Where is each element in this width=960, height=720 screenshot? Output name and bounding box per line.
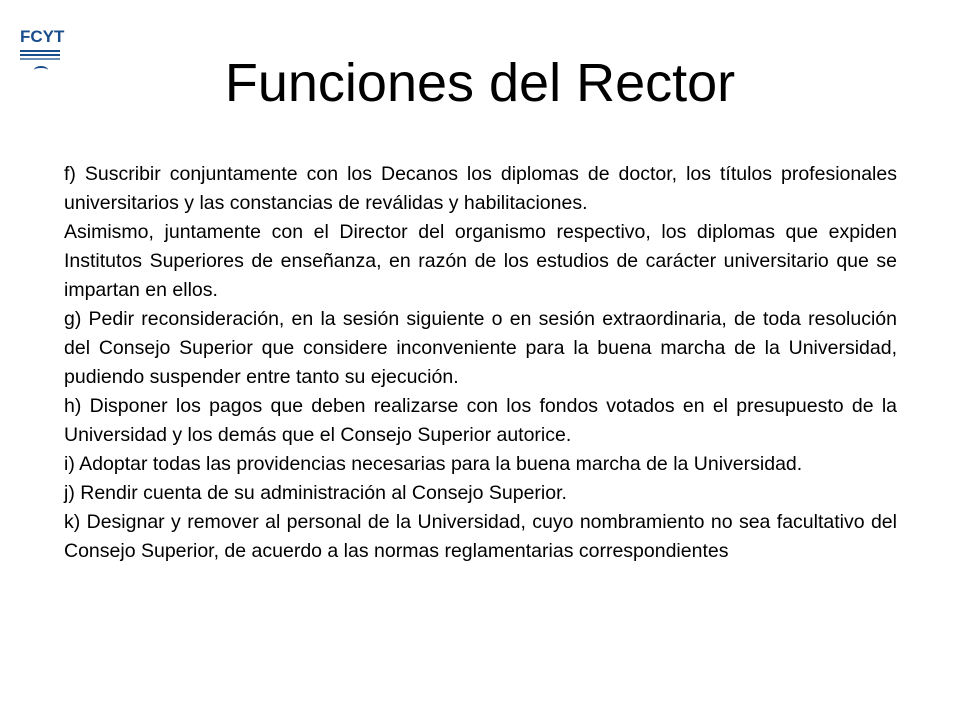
paragraph-f: f) Suscribir conjuntamente con los Decanos los diplomas de doctor, los títulos profesionales universitarios y las constancias de reválidas y habilitaciones. bbox=[64, 163, 897, 214]
slide-body bbox=[64, 160, 897, 566]
logo-text: FCYT bbox=[20, 27, 65, 46]
paragraph-h: h) Disponer los pagos que deben realizarse con los fondos votados en el presupuesto de la Universidad y los demás que el Consejo Superior autorice. bbox=[64, 395, 897, 446]
paragraph-g: g) Pedir reconsideración, en la sesión siguiente o en sesión extraordinaria, de toda resolución del Consejo Superior que considere inconveniente para la buena marcha de la Universidad, pudiendo suspender entre tanto su ejecución. bbox=[64, 308, 897, 388]
paragraph-f-continued: Asimismo, juntamente con el Director del organismo respectivo, los diplomas que expiden Institutos Superiores de enseñanza, en razón de los estudios de carácter universitario que se impartan en ellos. bbox=[64, 221, 897, 301]
paragraph-j: j) Rendir cuenta de su administración al Consejo Superior. bbox=[64, 482, 567, 504]
slide-title: Funciones del Rector bbox=[224, 53, 736, 113]
paragraph-k: k) Designar y remover al personal de la Universidad, cuyo nombramiento no sea facultativo del Consejo Superior, de acuerdo a las normas reglamentarias correspondientes bbox=[64, 511, 897, 562]
paragraph-i: i) Adoptar todas las providencias necesarias para la buena marcha de la Universidad. bbox=[64, 453, 803, 475]
